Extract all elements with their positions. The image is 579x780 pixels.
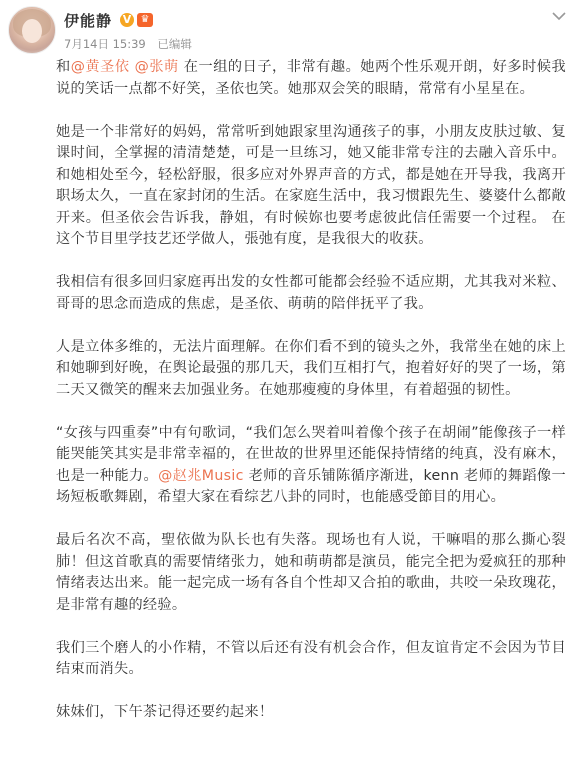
post-body (56, 57, 566, 724)
mention-link-zhangmeng[interactable]: @张萌 (134, 59, 179, 75)
vip-crown-icon[interactable]: ♛ (137, 13, 153, 27)
post-meta (64, 36, 200, 52)
post-paragraph-3: 我相信有很多回归家庭再出发的女性都可能都会经验不适应期，尤其我对米粒、哥哥的思念而造成的焦虑，是圣依、萌萌的陪伴抚平了我。 (56, 274, 566, 312)
mention-link-huangshengyi[interactable]: @黄圣依 (70, 59, 130, 75)
username-link[interactable]: 伊能静 (64, 11, 113, 30)
post-paragraph-8: 妹妹们，下午茶记得还要约起来！ (56, 704, 274, 720)
post-paragraph-7: 我们三个磨人的小作精，不管以后还有没有机会合作，但友谊肯定不会因为节目结束而消失。 (56, 639, 566, 677)
chevron-down-icon[interactable] (551, 10, 567, 22)
paragraph-text: “女孩与四重奏”中有句歌词，“我们怎么哭着叫着像个孩子在胡闹”能像孩子一样能哭能笑其实是非常幸福的，在世故的世界里还能保持情绪的纯真，没有麻木，也是一种能力。 (56, 424, 566, 484)
post-paragraph-6: 最后名次不高，聖依做为队长也有失落。现场也有人说，干嘛唱的那么撕心裂肺！但这首歌真的需要情绪张力，她和萌萌都是演员，能完全把为爱疯狂的那种情绪表达出来。能一起完成一场有各自个性却又合拍的歌曲，共咬一朵玫瑰花，是非常有趣的经验。 (56, 532, 566, 613)
avatar-face (22, 19, 42, 43)
post-timestamp[interactable]: 7月14日 15:39 (64, 37, 146, 51)
paragraph-text: 在一组的日子，非常有趣。她两个性乐观开朗，好多时候我说的笑话一点都不好笑，圣依也笑。她那双会笑的眼睛，常常有小星星在。 (56, 59, 567, 97)
post-paragraph-2: 她是一个非常好的妈妈，常常听到她跟家里沟通孩子的事，小朋友皮肤过敏、复课时间，全掌握的清清楚楚，可是一旦练习，她又能非常专注的去融入音乐中。和她相处至今，轻松舒服，很多应对外界声音的方式，都是她在开导我，我离开职场太久，一直在家封闭的生活。在家庭生活中，我习惯跟先生、婆婆什么都敞开来。但圣依会告诉我，静姐，有时候妳也要考虑彼此信任需要一个过程。 在这个节目里学技艺还学做人，張弛有度，是我很大的收获。 (56, 123, 566, 247)
post-paragraph-4: 人是立体多维的，无法片面理解。在你们看不到的镜头之外，我常坐在她的床上和她聊到好晚，在舆论最强的那几天，我们互相打气，抱着好好的哭了一场，第二天又微笑的醒来去加强业务。在她那瘦瘦的身体里，有着超强的韧性。 (56, 338, 566, 398)
verified-badge-icon[interactable]: V (120, 13, 134, 27)
post-paragraph-1 (56, 57, 566, 100)
paragraph-text: 老师的音乐铺陈循序渐进，kenn 老师的舞蹈像一场短板歌舞剧，希望大家在看综艺八卦的同时，也能感受節目的用心。 (56, 467, 566, 505)
post-source: 已编辑 (157, 37, 192, 51)
mention-link-zhaozhao-music[interactable]: @赵兆Music (158, 467, 244, 484)
author-row (64, 10, 153, 30)
user-avatar[interactable] (8, 6, 56, 54)
paragraph-text: 和 (56, 59, 71, 75)
post-paragraph-5 (56, 423, 566, 509)
